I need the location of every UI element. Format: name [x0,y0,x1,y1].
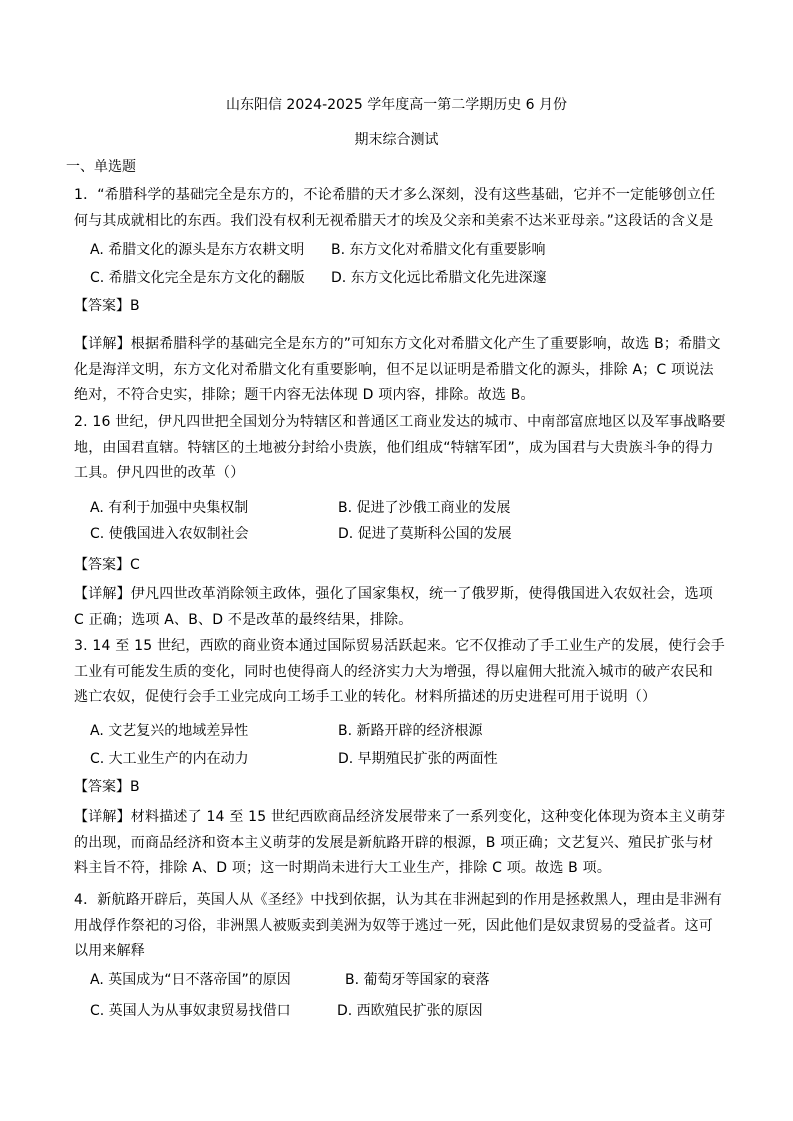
section-heading: 一、单选题 [66,159,136,175]
question-2-option-a: A. 有利于加强中央集权制 [90,500,249,516]
document-title: 山东阳信 2024-2025 学年度高一第二学期历史 6 月份 [225,97,568,113]
question-2-option-d: D. 促进了莫斯科公国的发展 [338,526,512,542]
question-4-option-a: A. 英国成为“日不落帝国”的原因 [90,972,291,988]
question-2-detail: 【详解】伊凡四世改革消除领主政体，强化了国家集权，统一了俄罗斯，使得俄国进入农奴社会，选项 C 正确；选项 A、B、D 不是改革的最终结果，排除。 [74,586,713,628]
question-3-option-d: D. 早期殖民扩张的两面性 [338,751,498,767]
question-3-stem: 3. 14 至 15 世纪，西欧的商业资本通过国际贸易活跃起来。它不仅推动了手工业生产的发展，使行会手工业有可能发生质的变化，同时也使得商人的经济实力大为增强，得以雇佣大批流入城市的破产农民和逃亡农奴，促使行会手工业完成向工场手工业的转化。材料所描述的历史进程可用于说明（） [74,638,725,705]
question-3-answer: 【答案】B [74,779,140,795]
question-2-option-c: C. 使俄国进入农奴制社会 [90,526,249,542]
question-4-option-c: C. 英国人为从事奴隶贸易找借口 [90,1003,291,1019]
question-1-answer: 【答案】B [74,298,140,314]
question-1-option-c: C. 希腊文化完全是东方文化的翻版 [90,270,305,286]
question-2-answer: 【答案】C [74,557,140,573]
question-4-stem: 4．新航路开辟后，英国人从《圣经》中找到依据，认为其在非洲起到的作用是拯救黑人，理由是非洲有用战俘作祭祀的习俗，非洲黑人被贩卖到美洲为奴等于逃过一死，因此他们是奴隶贸易的受益者。这可以用来解释 [74,892,723,959]
question-3-option-a: A. 文艺复兴的地域差异性 [90,723,249,739]
question-1-option-d: D. 东方文化远比希腊文化先进深邃 [331,270,547,286]
question-4-option-d: D. 西欧殖民扩张的原因 [337,1003,483,1019]
question-2-option-b: B. 促进了沙俄工商业的发展 [338,500,511,516]
question-4-option-b: B. 葡萄牙等国家的衰落 [345,972,490,988]
question-1-option-a: A. 希腊文化的源头是东方农耕文明 [90,242,305,258]
question-1-detail: 【详解】根据希腊科学的基础完全是东方的”可知东方文化对希腊文化产生了重要影响，故选 B；希腊文化是海洋文明，东方文化对希腊文化有重要影响，但不足以证明是希腊文化的源头，排除 A；C 项说法绝对，不符合史实，排除；题干内容无法体现 D 项内容，排除。故选 B。 [74,336,721,403]
question-3-option-c: C. 大工业生产的内在动力 [90,751,249,767]
question-3-detail: 【详解】材料描述了 14 至 15 世纪西欧商品经济发展带来了一系列变化，这种变化体现为资本主义萌芽的出现，而商品经济和资本主义萌芽的发展是新航路开辟的根源，B 项正确；文艺复兴、殖民扩张与材料主旨不符，排除 A、D 项；这一时期尚未进行大工业生产，排除 C 项。故选 B 项。 [74,809,726,876]
document-subtitle: 期末综合测试 [354,132,439,148]
question-3-option-b: B. 新路开辟的经济根源 [338,723,483,739]
question-1-option-b: B. 东方文化对希腊文化有重要影响 [331,242,546,258]
question-2-stem: 2. 16 世纪，伊凡四世把全国划分为特辖区和普通区工商业发达的城市、中南部富庶地区以及军事战略要地，由国君直辖。特辖区的土地被分封给小贵族，他们组成“特辖军团”，成为国君与大贵族斗争的得力工具。伊凡四世的改革（） [74,414,726,481]
question-1-stem: 1．“希腊科学的基础完全是东方的，不论希腊的天才多么深刻，没有这些基础，它并不一定能够创立任何与其成就相比的东西。我们没有权利无视希腊天才的埃及父亲和美索不达米亚母亲。”这段话的含义是 [74,187,716,229]
